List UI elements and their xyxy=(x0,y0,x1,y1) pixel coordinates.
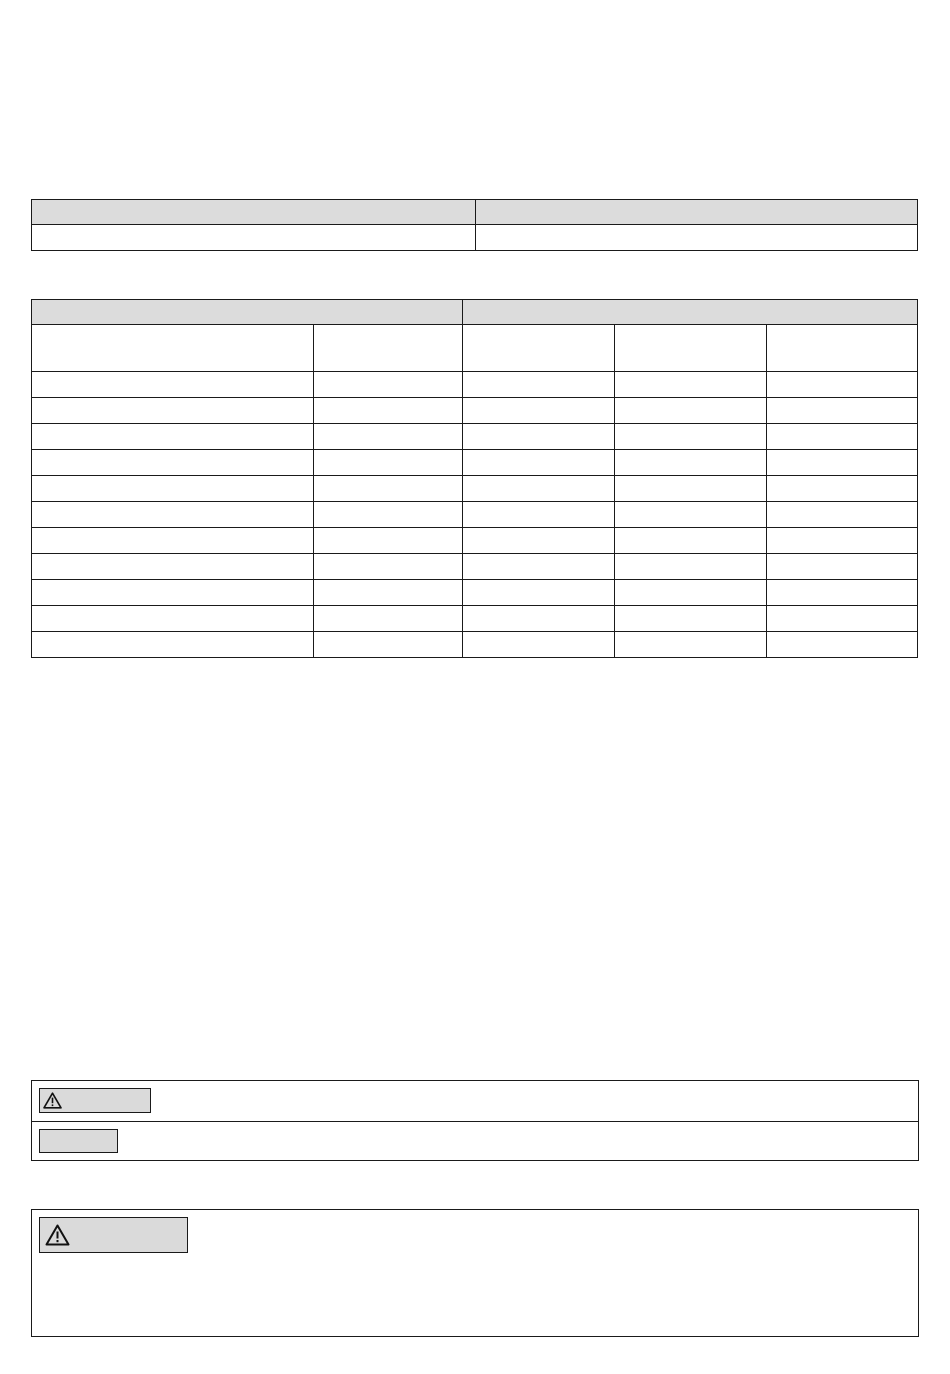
table-cell xyxy=(767,424,918,450)
table-cell xyxy=(314,450,463,476)
table-cell xyxy=(32,632,314,658)
table-cell xyxy=(314,372,463,398)
table-cell xyxy=(32,372,314,398)
table-cell xyxy=(314,502,463,528)
table-cell xyxy=(463,476,615,502)
table-cell xyxy=(32,528,314,554)
table-row xyxy=(32,398,918,424)
table-cell xyxy=(314,580,463,606)
table-cell xyxy=(32,225,476,251)
table-cell xyxy=(463,606,615,632)
table-cell xyxy=(314,476,463,502)
table-cell xyxy=(314,554,463,580)
table-cell xyxy=(615,502,767,528)
table-cell xyxy=(463,502,615,528)
table-cell xyxy=(767,554,918,580)
table-cell xyxy=(32,424,314,450)
table-row xyxy=(32,502,918,528)
table-cell xyxy=(32,398,314,424)
table-body xyxy=(32,372,918,658)
table-cell xyxy=(615,632,767,658)
table-cell xyxy=(767,372,918,398)
table-cell xyxy=(32,554,314,580)
table-column-header-row xyxy=(32,325,918,372)
table-column-header xyxy=(314,325,463,372)
warning-notice-box xyxy=(31,1209,919,1337)
table-cell xyxy=(615,606,767,632)
table-cell xyxy=(615,528,767,554)
table-cell xyxy=(463,554,615,580)
table-column-header xyxy=(767,325,918,372)
table-row xyxy=(32,606,918,632)
notice-divider xyxy=(32,1121,918,1122)
table-cell xyxy=(314,606,463,632)
table-cell xyxy=(615,372,767,398)
table-row xyxy=(32,225,918,251)
table-cell xyxy=(767,528,918,554)
warning-triangle-icon xyxy=(45,1224,70,1246)
table-header-cell xyxy=(476,200,918,225)
table-cell xyxy=(314,398,463,424)
note-label xyxy=(39,1129,118,1153)
table-cell xyxy=(767,502,918,528)
table-row xyxy=(32,580,918,606)
table-cell xyxy=(615,554,767,580)
table-cell xyxy=(767,398,918,424)
table-cell xyxy=(615,580,767,606)
table-column-header xyxy=(615,325,767,372)
table-cell xyxy=(32,502,314,528)
warning-triangle-icon xyxy=(43,1092,62,1109)
table-cell xyxy=(314,528,463,554)
table-header-cell xyxy=(32,200,476,225)
table-column-header xyxy=(32,325,314,372)
table-cell xyxy=(615,398,767,424)
table-group-header-row xyxy=(32,300,918,325)
table-cell xyxy=(32,580,314,606)
table-cell xyxy=(314,424,463,450)
table-row xyxy=(32,632,918,658)
spec-table-1 xyxy=(31,199,918,251)
table-row xyxy=(32,372,918,398)
table-cell xyxy=(32,476,314,502)
table-row xyxy=(32,554,918,580)
table-cell xyxy=(767,632,918,658)
table-row xyxy=(32,450,918,476)
table-group-header-cell xyxy=(32,300,463,325)
table-cell xyxy=(767,476,918,502)
table-column-header xyxy=(463,325,615,372)
table-cell xyxy=(314,632,463,658)
table-cell xyxy=(463,398,615,424)
table-cell xyxy=(463,580,615,606)
table-cell xyxy=(32,450,314,476)
table-cell xyxy=(615,424,767,450)
spec-table-2 xyxy=(31,299,918,658)
caution-notice-box xyxy=(31,1080,919,1161)
table-cell xyxy=(463,424,615,450)
table-cell xyxy=(767,450,918,476)
table-group-header-cell xyxy=(463,300,918,325)
table-header-row xyxy=(32,200,918,225)
table-cell xyxy=(615,450,767,476)
table-cell xyxy=(463,528,615,554)
caution-label xyxy=(39,1088,151,1113)
table-row xyxy=(32,476,918,502)
table-cell xyxy=(476,225,918,251)
table-row xyxy=(32,528,918,554)
table-cell xyxy=(767,580,918,606)
table-cell xyxy=(463,450,615,476)
table-cell xyxy=(767,606,918,632)
table-row xyxy=(32,424,918,450)
table-cell xyxy=(463,372,615,398)
warning-label xyxy=(39,1217,188,1253)
table-cell xyxy=(463,632,615,658)
table-cell xyxy=(32,606,314,632)
table-cell xyxy=(615,476,767,502)
